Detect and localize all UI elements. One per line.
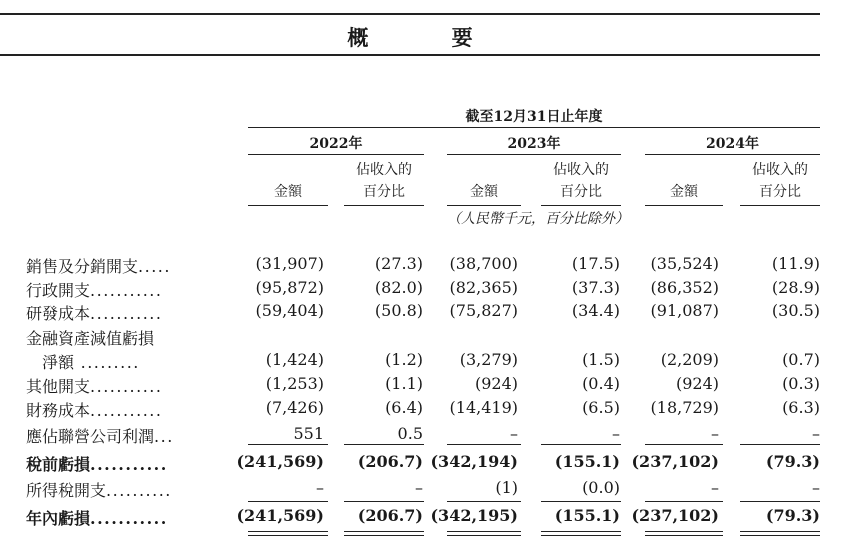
- table-cell: (30.5): [771, 301, 820, 320]
- double-rule: [541, 531, 621, 532]
- col-pct-2022-line2: 百分比: [363, 184, 405, 200]
- double-rule: [740, 531, 820, 532]
- row-label-text: 稅前虧損: [26, 455, 91, 474]
- period-header: 截至12月31日止年度: [465, 109, 603, 125]
- row-label: [26, 350, 140, 373]
- table-cell: (79.3): [765, 506, 820, 525]
- row-label: [26, 506, 168, 529]
- row-label-text: 銷售及分銷開支: [26, 257, 139, 276]
- top-rule: [0, 13, 820, 15]
- table-cell: 0.5: [397, 424, 423, 443]
- col-rule: [344, 205, 424, 206]
- table-cell: (237,102): [631, 452, 719, 471]
- subtotal-rule: [645, 444, 723, 445]
- table-cell: (95,872): [255, 278, 324, 297]
- leader-dots: ...........: [90, 401, 163, 420]
- col-pct-2024-line2: 百分比: [759, 184, 801, 200]
- total-rule: [248, 501, 328, 502]
- double-rule: [447, 535, 521, 536]
- row-label: [26, 452, 168, 475]
- leader-dots: ...........: [90, 509, 168, 528]
- row-label-text: 研發成本: [26, 304, 91, 323]
- table-cell: (6.3): [782, 398, 820, 417]
- unit-note: （人民幣千元，百分比除外）: [447, 211, 629, 227]
- title-rule: [0, 54, 820, 56]
- double-rule: [248, 531, 328, 532]
- table-cell: (342,194): [430, 452, 518, 471]
- leader-dots: ...: [154, 427, 174, 446]
- double-rule: [645, 531, 723, 532]
- table-cell: (0.7): [782, 350, 820, 369]
- table-cell: (924): [675, 374, 719, 393]
- year-2022: 2022年: [309, 136, 363, 152]
- year-2024: 2024年: [706, 136, 759, 152]
- double-rule: [248, 535, 328, 536]
- leader-dots: ...........: [90, 281, 163, 300]
- table-cell: (6.5): [582, 398, 620, 417]
- table-cell: (241,569): [236, 506, 324, 525]
- table-cell: (59,404): [255, 301, 324, 320]
- table-cell: (31,907): [255, 254, 324, 273]
- table-cell: –: [510, 424, 518, 443]
- table-cell: (11.9): [771, 254, 820, 273]
- table-cell: (75,827): [449, 301, 518, 320]
- row-label-text: 應佔聯營公司利潤: [26, 427, 155, 446]
- table-cell: –: [812, 424, 820, 443]
- double-rule: [344, 531, 424, 532]
- col-amount-2022: 金額: [274, 184, 302, 200]
- table-cell: (50.8): [374, 301, 423, 320]
- table-cell: (206.7): [357, 506, 423, 525]
- total-rule: [645, 501, 723, 502]
- subtotal-rule: [740, 444, 820, 445]
- double-rule: [645, 535, 723, 536]
- col-rule: [248, 205, 328, 206]
- total-rule: [344, 501, 424, 502]
- table-cell: (237,102): [631, 506, 719, 525]
- leader-dots: ...........: [90, 455, 168, 474]
- row-label: [26, 374, 162, 397]
- period-rule: [248, 127, 820, 128]
- table-cell: (924): [474, 374, 518, 393]
- table-cell: (206.7): [357, 452, 423, 471]
- table-cell: 551: [293, 424, 324, 443]
- row-label-text: 其他開支: [26, 377, 91, 396]
- subtotal-rule: [248, 444, 328, 445]
- row-label: [26, 278, 162, 301]
- year-rule-2023: [447, 154, 621, 155]
- table-cell: –: [316, 478, 324, 497]
- double-rule: [740, 535, 820, 536]
- table-cell: (35,524): [650, 254, 719, 273]
- table-cell: (6.4): [385, 398, 423, 417]
- table-cell: (1.2): [385, 350, 423, 369]
- col-rule: [645, 205, 723, 206]
- table-cell: –: [415, 478, 423, 497]
- table-cell: (155.1): [554, 452, 620, 471]
- total-rule: [447, 501, 521, 502]
- row-label-text: 財務成本: [26, 401, 91, 420]
- leader-dots: ...........: [90, 304, 163, 323]
- col-rule: [447, 205, 521, 206]
- table-cell: (82,365): [449, 278, 518, 297]
- subtotal-rule: [344, 444, 424, 445]
- double-rule: [447, 531, 521, 532]
- subtotal-rule: [541, 444, 621, 445]
- table-cell: (91,087): [650, 301, 719, 320]
- table-cell: (7,426): [265, 398, 324, 417]
- total-rule: [740, 501, 820, 502]
- table-cell: (17.5): [571, 254, 620, 273]
- table-cell: (18,729): [650, 398, 719, 417]
- leader-dots: ...........: [90, 377, 163, 396]
- table-cell: (14,419): [449, 398, 518, 417]
- year-rule-2024: [645, 154, 820, 155]
- table-cell: (37.3): [571, 278, 620, 297]
- table-cell: (1.5): [582, 350, 620, 369]
- col-pct-2023-line1: 佔收入的: [553, 162, 609, 178]
- row-label: [26, 478, 172, 501]
- col-rule: [740, 205, 820, 206]
- table-cell: (28.9): [771, 278, 820, 297]
- row-label-text: 所得稅開支: [26, 481, 107, 500]
- table-cell: (1): [495, 478, 518, 497]
- table-cell: –: [612, 424, 620, 443]
- col-pct-2022-line1: 佔收入的: [356, 162, 412, 178]
- table-cell: (342,195): [430, 506, 518, 525]
- table-cell: –: [711, 424, 719, 443]
- row-label: [26, 254, 171, 277]
- row-label: [26, 301, 162, 324]
- table-cell: –: [812, 478, 820, 497]
- col-amount-2023: 金額: [470, 184, 498, 200]
- row-label: [26, 398, 162, 421]
- table-cell: (86,352): [650, 278, 719, 297]
- table-cell: (3,279): [459, 350, 518, 369]
- row-label: [26, 424, 174, 447]
- table-cell: (79.3): [765, 452, 820, 471]
- table-cell: (0.0): [582, 478, 620, 497]
- total-rule: [541, 501, 621, 502]
- table-cell: (82.0): [374, 278, 423, 297]
- table-cell: (27.3): [374, 254, 423, 273]
- col-rule: [541, 205, 621, 206]
- table-cell: (0.4): [582, 374, 620, 393]
- table-cell: (38,700): [449, 254, 518, 273]
- table-cell: –: [711, 478, 719, 497]
- col-amount-2024: 金額: [670, 184, 698, 200]
- leader-dots: .....: [138, 257, 171, 276]
- row-label-text: 淨額: [26, 353, 75, 372]
- leader-dots: ..........: [106, 481, 172, 500]
- table-cell: (0.3): [782, 374, 820, 393]
- row-label: [26, 326, 154, 349]
- table-cell: (1,424): [265, 350, 324, 369]
- col-pct-2023-line2: 百分比: [560, 184, 602, 200]
- page-title: 概 要: [347, 26, 511, 50]
- double-rule: [541, 535, 621, 536]
- subtotal-rule: [447, 444, 521, 445]
- year-rule-2022: [248, 154, 424, 155]
- table-cell: (155.1): [554, 506, 620, 525]
- row-label-text: 金融資產減值虧損: [26, 329, 155, 348]
- col-pct-2024-line1: 佔收入的: [752, 162, 808, 178]
- table-cell: (241,569): [236, 452, 324, 471]
- row-label-text: 行政開支: [26, 281, 91, 300]
- leader-dots: .........: [74, 353, 140, 372]
- table-cell: (1.1): [385, 374, 423, 393]
- table-cell: (2,209): [660, 350, 719, 369]
- table-cell: (34.4): [571, 301, 620, 320]
- table-cell: (1,253): [265, 374, 324, 393]
- year-2023: 2023年: [507, 136, 561, 152]
- double-rule: [344, 535, 424, 536]
- row-label-text: 年內虧損: [26, 509, 91, 528]
